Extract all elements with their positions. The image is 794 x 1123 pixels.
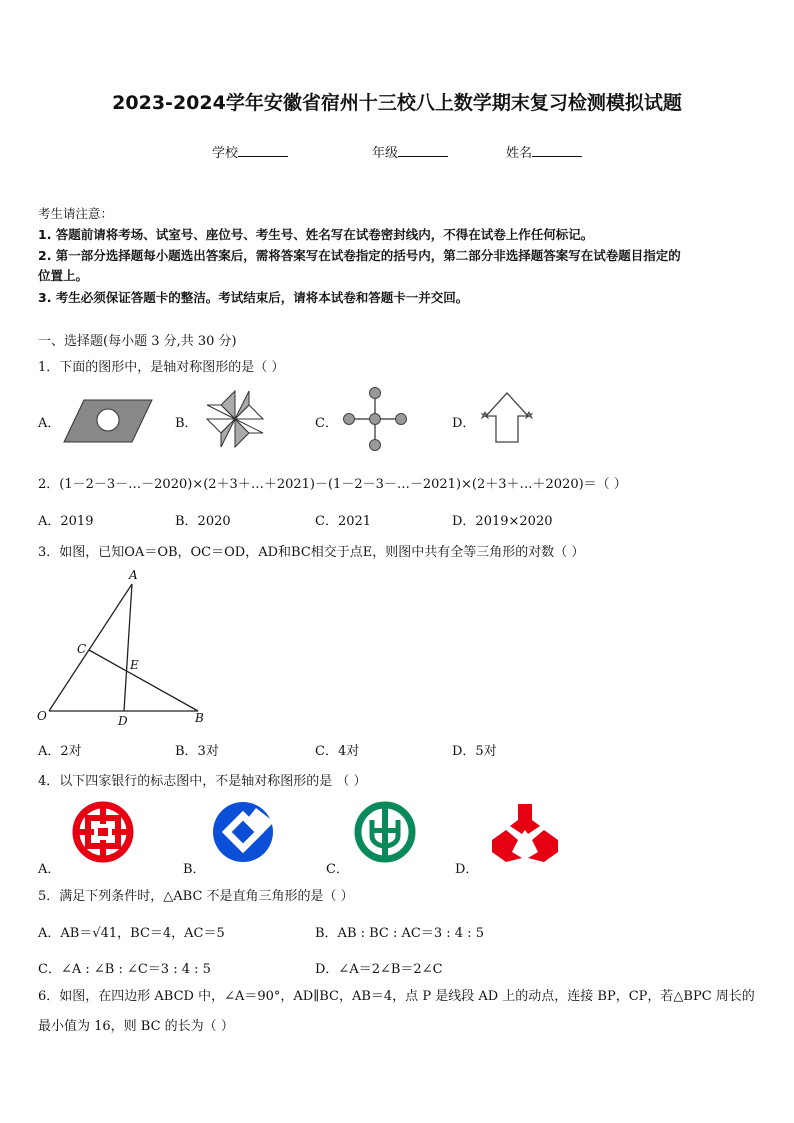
q3-option-d: D．5对 bbox=[452, 744, 497, 759]
question-6-stem: 6．如图，在四边形 ABCD 中，∠A＝90°，AD∥BC，AB＝4，点 P 是线段 AD 上的动点，连接 BP，CP，若△BPC 周长的最小值为 16，则 BC 的长为（ ） bbox=[38, 989, 755, 1034]
q5-option-a: A．AB＝√41，BC＝4，AC＝5 bbox=[38, 926, 225, 941]
point-label: O bbox=[37, 709, 47, 723]
q1-option-a-label: A． bbox=[38, 416, 61, 431]
notice-item: 1. 答题前请将考场、试室号、座位号、考生号、姓名写在试卷密封线内，不得在试卷上作任何标记。 bbox=[38, 227, 594, 242]
q1-option-d-label: D． bbox=[452, 416, 476, 431]
boc-style-logo-icon bbox=[488, 800, 562, 866]
page-title: 2023-2024学年安徽省宿州十三校八上数学期末复习检测模拟试题 bbox=[112, 92, 682, 114]
triangle-diagram bbox=[34, 562, 210, 732]
q3-option-b: B．3对 bbox=[175, 744, 219, 759]
notice-heading: 考生请注意： bbox=[38, 206, 114, 221]
point-label: B bbox=[195, 711, 204, 725]
notice-item: 3. 考生必须保证答题卡的整洁。考试结束后，请将本试卷和答题卡一并交回。 bbox=[38, 290, 469, 305]
ccb-logo-icon bbox=[208, 800, 278, 864]
question-4-stem: 4．以下四家银行的标志图中，不是轴对称图形的是 （ ） bbox=[38, 774, 367, 789]
icbc-logo-icon bbox=[68, 800, 138, 864]
name-field[interactable]: 姓名 bbox=[506, 142, 582, 161]
q4-option-d-label: D． bbox=[455, 862, 479, 877]
section-heading: 一、选择题(每小题 3 分,共 30 分) bbox=[38, 334, 237, 349]
pinwheel-figure bbox=[203, 387, 267, 451]
parallelogram-circle-figure bbox=[62, 397, 154, 445]
point-label: D bbox=[118, 714, 128, 728]
cross-circles-figure bbox=[342, 386, 408, 452]
q1-option-b-label: B． bbox=[175, 416, 198, 431]
q5-option-d: D．∠A＝2∠B＝2∠C bbox=[315, 962, 443, 977]
abc-logo-icon bbox=[350, 800, 420, 864]
notice-item: 2. 第一部分选择题每小题选出答案后，需将答案写在试卷指定的括号内，第二部分非选择题答案写在试卷题目指定的 bbox=[38, 248, 681, 263]
q4-option-c-label: C． bbox=[326, 862, 349, 877]
point-label: E bbox=[130, 658, 139, 672]
question-3-stem: 3．如图，已知OA＝OB，OC＝OD，AD和BC相交于点E，则图中共有全等三角形的对数（ ） bbox=[38, 545, 585, 560]
q4-option-b-label: B． bbox=[183, 862, 206, 877]
school-field[interactable]: 学校 bbox=[212, 142, 288, 161]
arrow-house-figure bbox=[478, 390, 536, 446]
question-5-stem: 5．满足下列条件时，△ABC 不是直角三角形的是（ ） bbox=[38, 889, 354, 904]
q4-option-a-label: A． bbox=[38, 862, 61, 877]
q2-option-a: A．2019 bbox=[38, 514, 94, 529]
q3-option-a: A．2对 bbox=[38, 744, 82, 759]
q3-option-c: C．4对 bbox=[315, 744, 360, 759]
q2-option-c: C．2021 bbox=[315, 514, 372, 529]
question-2-stem: 2．(1－2－3－…－2020)×(2＋3＋…＋2021)－(1－2－3－…－2021)×(2＋3＋…＋2020)＝（ ） bbox=[38, 477, 627, 492]
question-1-stem: 1．下面的图形中，是轴对称图形的是（ ） bbox=[38, 360, 285, 375]
point-label: C bbox=[77, 642, 87, 656]
point-label: A bbox=[129, 568, 138, 582]
q5-option-b: B．AB : BC : AC＝3 : 4 : 5 bbox=[315, 926, 484, 941]
q2-option-b: B．2020 bbox=[175, 514, 231, 529]
grade-field[interactable]: 年级 bbox=[372, 142, 448, 161]
notice-item: 位置上。 bbox=[38, 268, 89, 283]
q5-option-c: C．∠A : ∠B : ∠C＝3 : 4 : 5 bbox=[38, 962, 211, 977]
q1-option-c-label: C． bbox=[315, 416, 338, 431]
q2-option-d: D．2019×2020 bbox=[452, 514, 553, 529]
